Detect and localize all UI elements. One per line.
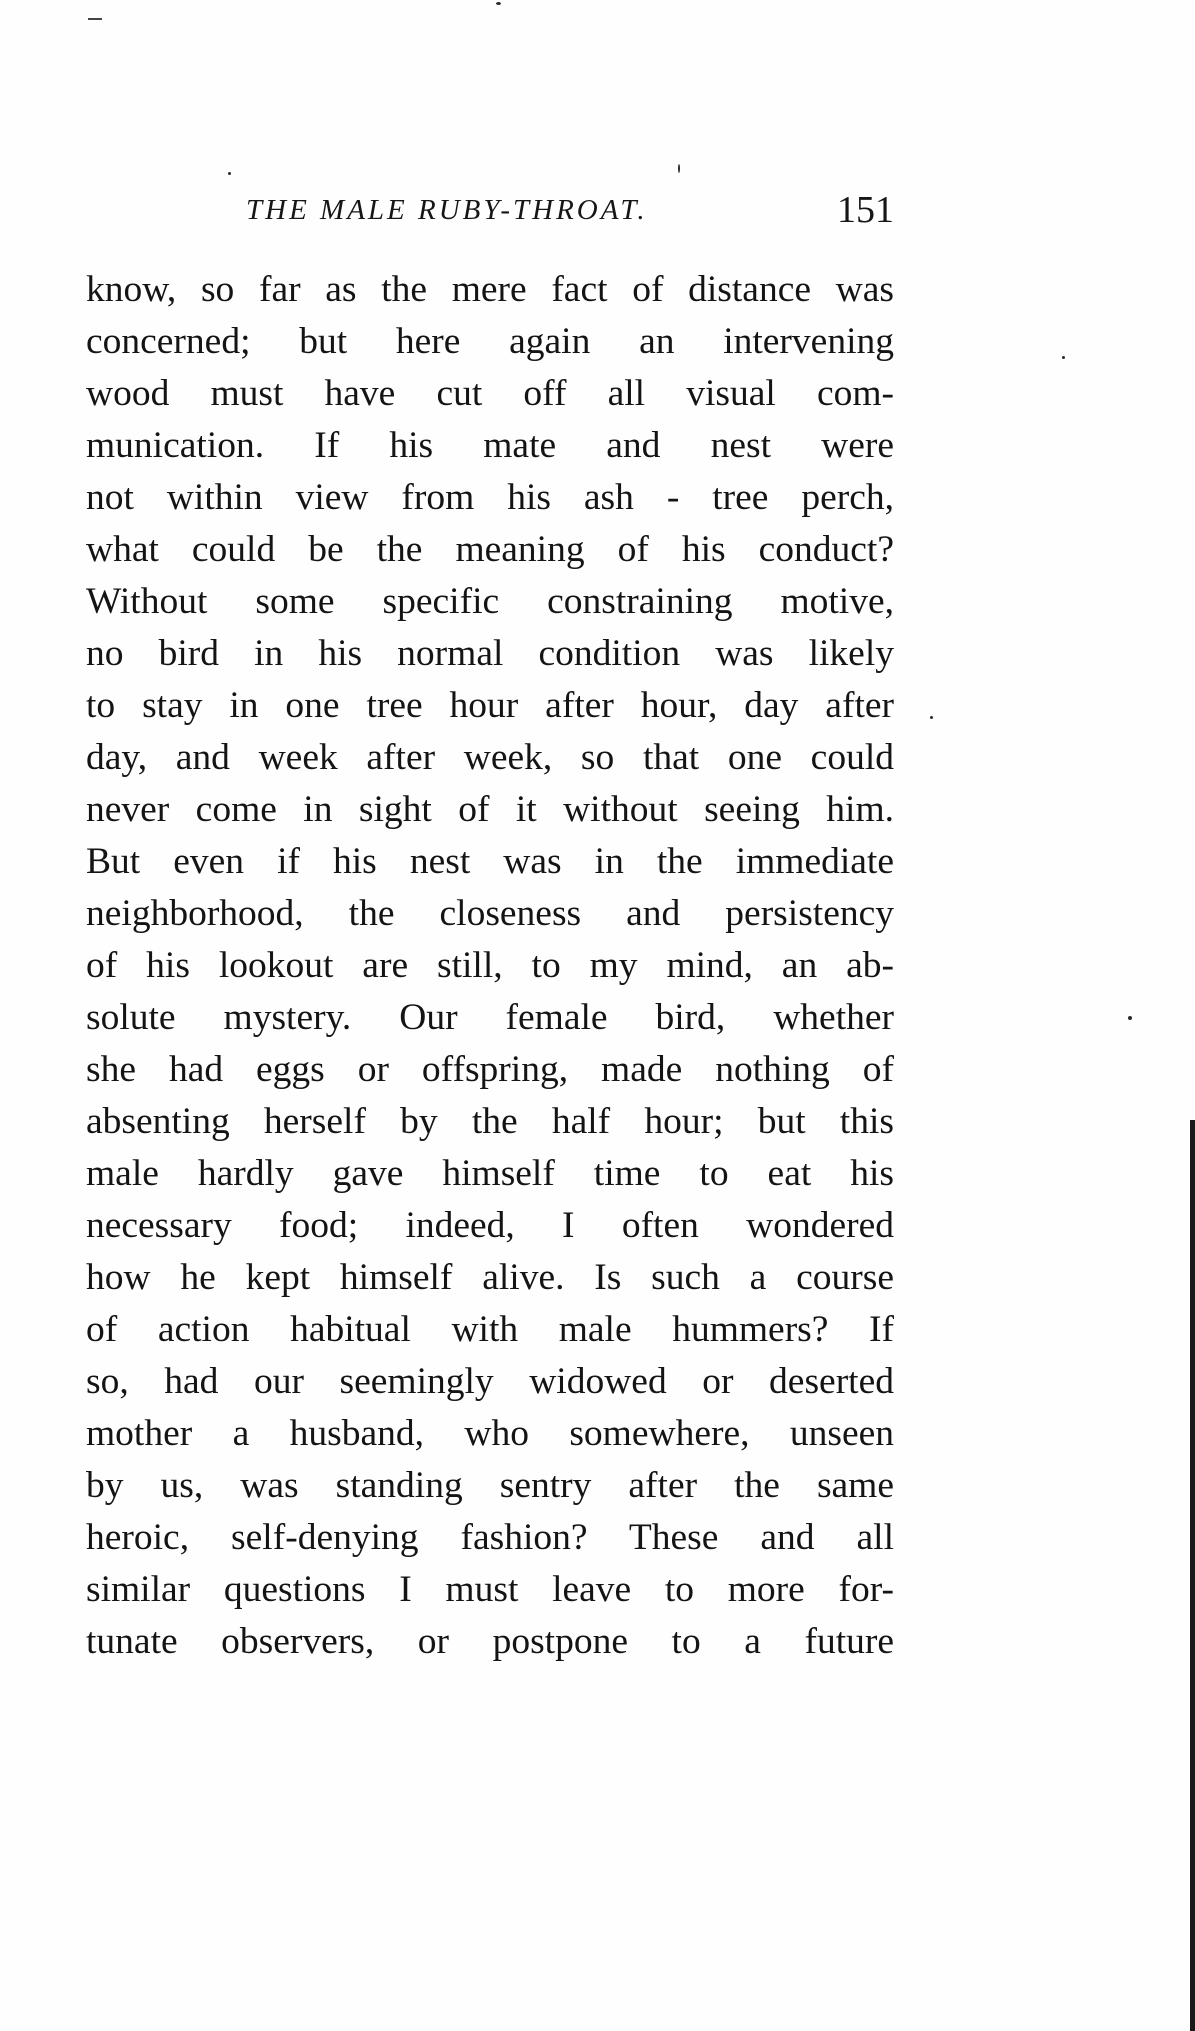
text-line: of his lookout are still, to my mind, an ab- bbox=[86, 945, 894, 986]
text-line: Without some specific constraining motive, bbox=[86, 581, 894, 622]
print-speck bbox=[228, 172, 231, 175]
text-line: so, had our seemingly widowed or deserted bbox=[86, 1361, 894, 1402]
print-speck bbox=[930, 716, 933, 719]
text-line: absenting herself by the half hour; but this bbox=[86, 1101, 894, 1142]
print-speck bbox=[1128, 1016, 1132, 1020]
text-line: how he kept himself alive. Is such a course bbox=[86, 1257, 894, 1298]
text-line: male hardly gave himself time to eat his bbox=[86, 1153, 894, 1194]
page-number: 151 bbox=[837, 189, 894, 231]
text-line: neighborhood, the closeness and persistency bbox=[86, 893, 894, 934]
text-line: mother a husband, who somewhere, unseen bbox=[86, 1413, 894, 1454]
text-line: wood must have cut off all visual com- bbox=[86, 373, 894, 414]
print-speck bbox=[678, 164, 680, 173]
text-line: of action habitual with male hummers? If bbox=[86, 1309, 894, 1350]
print-speck bbox=[496, 2, 501, 5]
text-line: to stay in one tree hour after hour, day after bbox=[86, 685, 894, 726]
body-text bbox=[86, 264, 894, 1668]
text-line: no bird in his normal condition was likely bbox=[86, 633, 894, 674]
top-margin-mark bbox=[88, 18, 102, 20]
page-edge-shadow bbox=[1190, 1120, 1195, 2031]
running-head bbox=[86, 188, 894, 238]
text-line: not within view from his ash - tree perch, bbox=[86, 477, 894, 518]
running-title: THE MALE RUBY-THROAT. bbox=[246, 194, 648, 226]
text-line: by us, was standing sentry after the same bbox=[86, 1465, 894, 1506]
text-line: what could be the meaning of his conduct? bbox=[86, 529, 894, 570]
text-line: solute mystery. Our female bird, whether bbox=[86, 997, 894, 1038]
text-line: tunate observers, or postpone to a future bbox=[86, 1621, 894, 1662]
text-line: never come in sight of it without seeing him. bbox=[86, 789, 894, 830]
text-line: day, and week after week, so that one could bbox=[86, 737, 894, 778]
text-line: concerned; but here again an intervening bbox=[86, 321, 894, 362]
text-line: know, so far as the mere fact of distance was bbox=[86, 269, 894, 310]
text-line: munication. If his mate and nest were bbox=[86, 425, 894, 466]
text-line: But even if his nest was in the immediate bbox=[86, 841, 894, 882]
text-line: heroic, self-denying fashion? These and all bbox=[86, 1517, 894, 1558]
text-line: she had eggs or offspring, made nothing of bbox=[86, 1049, 894, 1090]
text-line: similar questions I must leave to more for- bbox=[86, 1569, 894, 1610]
print-speck bbox=[1062, 356, 1065, 359]
text-line: necessary food; indeed, I often wondered bbox=[86, 1205, 894, 1246]
